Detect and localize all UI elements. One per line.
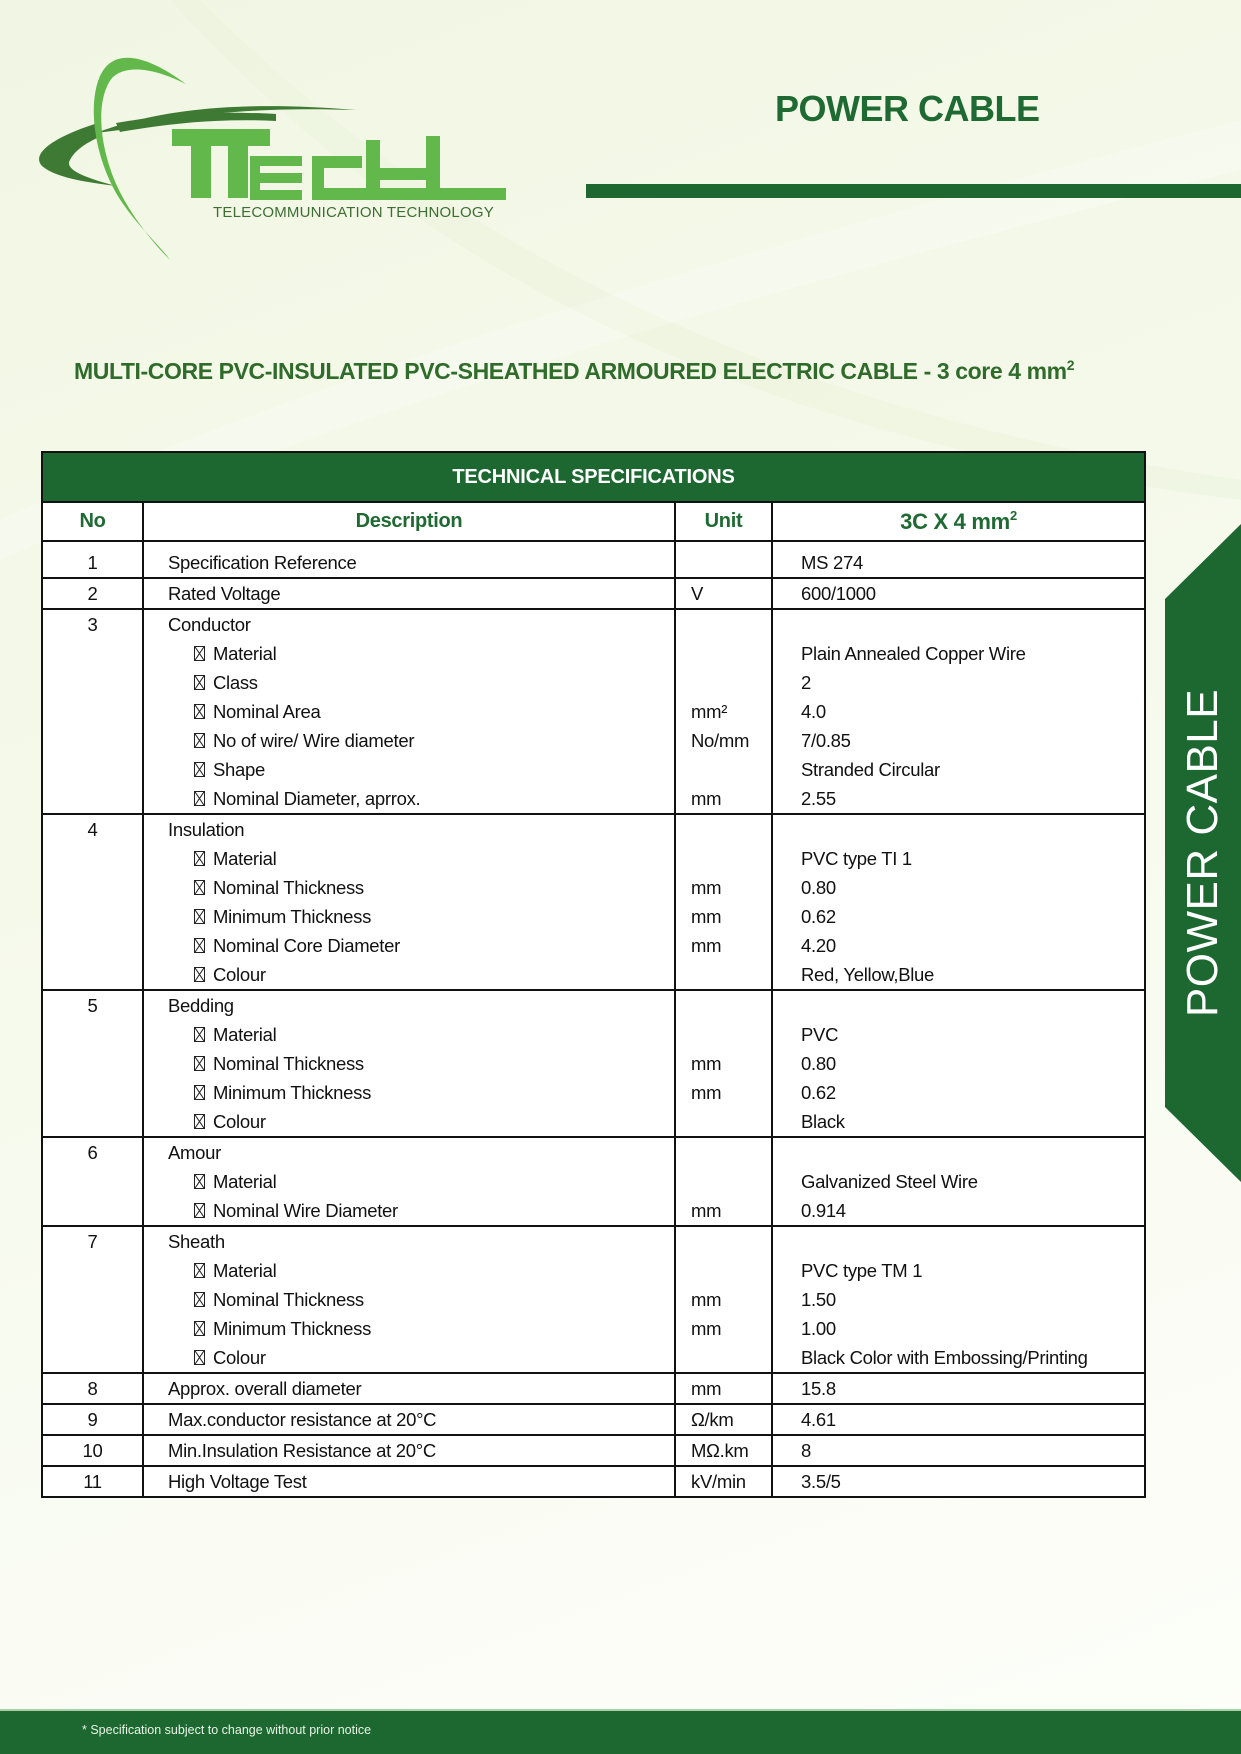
tech-logo (36, 48, 506, 263)
sub-item-unit-text: mm (691, 877, 722, 898)
cell-no (42, 1137, 143, 1226)
sub-item-unit-text: mm (691, 1318, 722, 1339)
sub-item-unit (676, 697, 771, 726)
row-number (43, 1374, 142, 1403)
sub-item (144, 639, 674, 668)
row-description-text: Amour (168, 1142, 221, 1163)
sub-item-label: Nominal Thickness (213, 1053, 364, 1074)
sub-item-unit (676, 1196, 771, 1225)
sub-item-value (773, 960, 1144, 989)
row-number-text: 9 (87, 1409, 98, 1430)
row-number (43, 1467, 142, 1496)
cell-no (42, 541, 143, 578)
row-number (43, 1436, 142, 1465)
sub-item (144, 668, 674, 697)
checkbox-bullet-icon (194, 704, 205, 719)
checkbox-bullet-icon (194, 1027, 205, 1042)
sub-item-unit (676, 1049, 771, 1078)
sub-item-value-text: 1.00 (801, 1318, 836, 1339)
table-row (42, 990, 1145, 1137)
row-unit (676, 1405, 771, 1434)
unit-blank (676, 991, 771, 1020)
checkbox-bullet-icon (194, 646, 205, 661)
row-description-text: Conductor (168, 614, 251, 635)
sub-item-value (773, 1078, 1144, 1107)
sub-item-value-text: 4.0 (801, 701, 826, 722)
table-row (42, 1435, 1145, 1466)
cell-no (42, 1466, 143, 1497)
sub-item-unit (676, 1107, 771, 1136)
cell-description (143, 990, 675, 1137)
table-row (42, 814, 1145, 990)
value-blank (773, 815, 1144, 844)
sub-item-value-text: Black Color with Embossing/Printing (801, 1347, 1088, 1368)
sub-item-value (773, 1107, 1144, 1136)
row-value-text: 8 (801, 1440, 811, 1461)
subtitle-superscript: 2 (1066, 357, 1075, 373)
sub-item-value (773, 697, 1144, 726)
sub-item (144, 873, 674, 902)
row-number (43, 1405, 142, 1434)
page-title: POWER CABLE (775, 88, 1040, 129)
row-description (144, 1138, 674, 1167)
sub-item-unit (676, 1285, 771, 1314)
row-description-text: Insulation (168, 819, 245, 840)
sub-item-value-text: 7/0.85 (801, 730, 851, 751)
sub-item-unit (676, 726, 771, 755)
footer-disclaimer: * Specification subject to change without prior notice (82, 1723, 372, 1737)
row-unit (676, 1467, 771, 1496)
sub-item (144, 960, 674, 989)
table-row (42, 578, 1145, 609)
row-description (144, 1467, 674, 1496)
sub-item (144, 1343, 674, 1372)
sub-item-value (773, 1167, 1144, 1196)
checkbox-bullet-icon (194, 762, 205, 777)
sub-item-value-text: Stranded Circular (801, 759, 940, 780)
row-number (43, 815, 142, 844)
cell-description (143, 1373, 675, 1404)
row-description-text: Max.conductor resistance at 20°C (168, 1409, 437, 1430)
sub-item-unit-text: mm (691, 1082, 722, 1103)
sub-item-unit-text: mm (691, 1200, 722, 1221)
row-number (43, 991, 142, 1020)
checkbox-bullet-icon (194, 1350, 205, 1365)
checkbox-bullet-icon (194, 851, 205, 866)
sub-item-value-text: Galvanized Steel Wire (801, 1171, 978, 1192)
sub-item (144, 1020, 674, 1049)
cell-value (772, 1435, 1145, 1466)
unit-blank (676, 815, 771, 844)
sub-item-value (773, 755, 1144, 784)
row-unit-text: Ω/km (691, 1409, 734, 1430)
technical-specifications-table (41, 451, 1146, 1498)
cell-no (42, 1226, 143, 1373)
cell-no (42, 578, 143, 609)
table-row (42, 609, 1145, 814)
table-body (42, 541, 1145, 1497)
sub-item-unit (676, 902, 771, 931)
sub-item (144, 784, 674, 813)
row-description-text: Sheath (168, 1231, 225, 1252)
row-value (773, 1374, 1144, 1403)
cell-unit (675, 1226, 772, 1373)
row-unit-text: mm (691, 1378, 722, 1399)
sub-item-label: Material (213, 1260, 277, 1281)
sub-item-value (773, 1020, 1144, 1049)
sub-item-value-text: 2 (801, 672, 811, 693)
checkbox-bullet-icon (194, 909, 205, 924)
sub-item-label: Nominal Thickness (213, 877, 364, 898)
checkbox-bullet-icon (194, 880, 205, 895)
sub-item-value-text: 1.50 (801, 1289, 836, 1310)
cell-no (42, 990, 143, 1137)
row-number (43, 579, 142, 608)
sub-item-value-text: Plain Annealed Copper Wire (801, 643, 1026, 664)
sub-item-value (773, 1343, 1144, 1372)
row-number-text: 6 (87, 1142, 98, 1163)
sub-item (144, 1167, 674, 1196)
table-row (42, 1226, 1145, 1373)
sub-item-unit (676, 668, 771, 697)
table-row (42, 1466, 1145, 1497)
cell-no (42, 1373, 143, 1404)
sub-item-unit (676, 1020, 771, 1049)
checkbox-bullet-icon (194, 1321, 205, 1336)
sub-item-value (773, 726, 1144, 755)
row-number-text: 5 (87, 995, 98, 1016)
sub-item-value-text: 4.20 (801, 935, 836, 956)
row-number-text: 3 (87, 614, 98, 635)
unit-blank (676, 610, 771, 639)
sub-item-value-text: 0.62 (801, 1082, 836, 1103)
sub-item-label: Nominal Area (213, 701, 321, 722)
cell-unit (675, 1435, 772, 1466)
sub-item (144, 902, 674, 931)
sub-item-unit (676, 1167, 771, 1196)
row-unit-text: kV/min (691, 1471, 746, 1492)
row-number-text: 1 (87, 552, 98, 573)
sub-item-label: Nominal Core Diameter (213, 935, 400, 956)
sub-item-value (773, 931, 1144, 960)
cell-value (772, 1137, 1145, 1226)
unit-blank (676, 1227, 771, 1256)
cell-unit (675, 609, 772, 814)
row-description-text: High Voltage Test (168, 1471, 307, 1492)
cell-value (772, 814, 1145, 990)
sub-item-value-text: 0.80 (801, 1053, 836, 1074)
sub-item (144, 1078, 674, 1107)
cell-value (772, 541, 1145, 578)
sub-item-value (773, 784, 1144, 813)
row-value (773, 1436, 1144, 1465)
sub-item (144, 931, 674, 960)
cell-value (772, 1226, 1145, 1373)
sub-item-unit (676, 1314, 771, 1343)
sub-item-label: Colour (213, 964, 266, 985)
checkbox-bullet-icon (194, 1114, 205, 1129)
logo-tagline: TELECOMMUNICATION TECHNOLOGY (213, 204, 494, 221)
sub-item-unit (676, 1078, 771, 1107)
row-number-text: 8 (87, 1378, 98, 1399)
sub-item-label: Material (213, 1171, 277, 1192)
sub-item-value (773, 639, 1144, 668)
table-row (42, 541, 1145, 578)
title-underline-bar (586, 184, 1241, 198)
cell-value (772, 990, 1145, 1137)
row-description-text: Specification Reference (168, 552, 357, 573)
checkbox-bullet-icon (194, 1263, 205, 1278)
sub-item-value-text: 0.914 (801, 1200, 846, 1221)
sub-item-label: Minimum Thickness (213, 906, 372, 927)
sub-item-label: Nominal Thickness (213, 1289, 364, 1310)
table-row (42, 1373, 1145, 1404)
sub-item-value (773, 873, 1144, 902)
cell-description (143, 609, 675, 814)
sub-item-label: No of wire/ Wire diameter (213, 730, 415, 751)
side-tab-label: POWER CABLE (1178, 688, 1227, 1018)
cell-unit (675, 578, 772, 609)
sub-item-unit-text: mm (691, 1289, 722, 1310)
product-subtitle (74, 357, 1074, 385)
row-unit (676, 1436, 771, 1465)
cell-description (143, 1137, 675, 1226)
row-unit-text: V (691, 583, 704, 604)
cell-unit (675, 541, 772, 578)
value-blank (773, 991, 1144, 1020)
sub-item-unit-text: mm (691, 935, 722, 956)
row-number (43, 610, 142, 639)
sub-item-label: Material (213, 643, 277, 664)
sub-item-unit (676, 755, 771, 784)
sub-item-label: Colour (213, 1111, 266, 1132)
row-value-text: MS 274 (801, 552, 863, 573)
cell-unit (675, 990, 772, 1137)
sub-item-value (773, 1285, 1144, 1314)
sub-item-label: Shape (213, 759, 265, 780)
row-value-text: 4.61 (801, 1409, 836, 1430)
checkbox-bullet-icon (194, 1292, 205, 1307)
row-value (773, 579, 1144, 608)
cell-description (143, 1226, 675, 1373)
cell-unit (675, 1137, 772, 1226)
table-row (42, 1404, 1145, 1435)
value-blank (773, 1227, 1144, 1256)
sub-item-value (773, 1196, 1144, 1225)
row-description-text: Rated Voltage (168, 583, 281, 604)
checkbox-bullet-icon (194, 675, 205, 690)
row-number-text: 7 (87, 1231, 98, 1252)
sub-item-value-text: 2.55 (801, 788, 836, 809)
row-description (144, 1436, 674, 1465)
table-row (42, 1137, 1145, 1226)
row-unit (676, 579, 771, 608)
cell-unit (675, 1466, 772, 1497)
checkbox-bullet-icon (194, 1085, 205, 1100)
sub-item-value-text: 0.80 (801, 877, 836, 898)
column-header-description: Description (143, 502, 675, 541)
row-value-text: 600/1000 (801, 583, 876, 604)
sub-item (144, 726, 674, 755)
cell-description (143, 578, 675, 609)
sub-item-unit-text: mm (691, 906, 722, 927)
column-header-unit: Unit (675, 502, 772, 541)
row-number-text: 4 (87, 819, 98, 840)
row-value-text: 3.5/5 (801, 1471, 841, 1492)
sub-item-unit-text: mm (691, 788, 722, 809)
value-blank (773, 610, 1144, 639)
sub-item (144, 1107, 674, 1136)
sub-item-unit-text: mm² (691, 701, 728, 722)
column-header-no: No (42, 502, 143, 541)
cell-description (143, 814, 675, 990)
sub-item-value (773, 1049, 1144, 1078)
column-header-value (772, 502, 1145, 541)
cell-no (42, 814, 143, 990)
sub-item-unit (676, 784, 771, 813)
sub-item-label: Material (213, 848, 277, 869)
row-description (144, 1227, 674, 1256)
row-description (144, 1374, 674, 1403)
sub-item-unit (676, 1256, 771, 1285)
sub-item-value-text: Black (801, 1111, 845, 1132)
sub-item (144, 1314, 674, 1343)
row-value-text: 15.8 (801, 1378, 836, 1399)
checkbox-bullet-icon (194, 791, 205, 806)
row-unit (676, 548, 771, 577)
subtitle-text: MULTI-CORE PVC-INSULATED PVC-SHEATHED ARMOURED ELECTRIC CABLE - 3 core 4 mm (74, 358, 1067, 384)
sub-item-unit (676, 639, 771, 668)
row-description-text: Approx. overall diameter (168, 1378, 362, 1399)
sub-item (144, 1256, 674, 1285)
sub-item-label: Nominal Diameter, aprrox. (213, 788, 421, 809)
sub-item (144, 1285, 674, 1314)
sub-item-value (773, 1314, 1144, 1343)
row-unit-text: MΩ.km (691, 1440, 749, 1461)
sub-item-value (773, 902, 1144, 931)
sub-item (144, 1049, 674, 1078)
cell-no (42, 609, 143, 814)
row-number (43, 548, 142, 577)
column-header-value-text: 3C X 4 mm (900, 509, 1010, 534)
row-number-text: 10 (82, 1440, 103, 1461)
sub-item-value-text: PVC type TI 1 (801, 848, 912, 869)
table-banner: TECHNICAL SPECIFICATIONS (42, 452, 1145, 502)
sub-item-value-text: PVC (801, 1024, 839, 1045)
cell-value (772, 1404, 1145, 1435)
checkbox-bullet-icon (194, 1203, 205, 1218)
row-description (144, 815, 674, 844)
footer-bar (0, 1709, 1241, 1754)
sub-item-value (773, 668, 1144, 697)
logo-graphic (36, 48, 506, 263)
cell-unit (675, 1404, 772, 1435)
row-description (144, 610, 674, 639)
cell-description (143, 1435, 675, 1466)
sub-item-label: Colour (213, 1347, 266, 1368)
checkbox-bullet-icon (194, 733, 205, 748)
cell-no (42, 1404, 143, 1435)
cell-description (143, 1466, 675, 1497)
sub-item (144, 755, 674, 784)
value-blank (773, 1138, 1144, 1167)
sub-item-unit-text: mm (691, 1053, 722, 1074)
cell-description (143, 1404, 675, 1435)
row-description (144, 991, 674, 1020)
checkbox-bullet-icon (194, 1056, 205, 1071)
row-number (43, 1227, 142, 1256)
checkbox-bullet-icon (194, 967, 205, 982)
checkbox-bullet-icon (194, 1174, 205, 1189)
sub-item-label: Minimum Thickness (213, 1318, 372, 1339)
cell-description (143, 541, 675, 578)
sub-item (144, 844, 674, 873)
checkbox-bullet-icon (194, 938, 205, 953)
row-unit (676, 1374, 771, 1403)
unit-blank (676, 1138, 771, 1167)
sub-item-value (773, 1256, 1144, 1285)
sub-item-unit (676, 960, 771, 989)
sub-item (144, 697, 674, 726)
sub-item-label: Nominal Wire Diameter (213, 1200, 398, 1221)
sub-item-unit (676, 931, 771, 960)
row-value (773, 548, 1144, 577)
sub-item-label: Class (213, 672, 258, 693)
row-description (144, 579, 674, 608)
row-description-text: Bedding (168, 995, 234, 1016)
cell-value (772, 1466, 1145, 1497)
sub-item-value (773, 844, 1144, 873)
sub-item-unit (676, 873, 771, 902)
sub-item-unit (676, 1343, 771, 1372)
row-description (144, 548, 674, 577)
row-number (43, 1138, 142, 1167)
sub-item-label: Minimum Thickness (213, 1082, 372, 1103)
row-description (144, 1405, 674, 1434)
cell-unit (675, 1373, 772, 1404)
row-number-text: 11 (83, 1471, 102, 1492)
row-description-text: Min.Insulation Resistance at 20°C (168, 1440, 436, 1461)
sub-item-unit (676, 844, 771, 873)
cell-value (772, 609, 1145, 814)
sub-item (144, 1196, 674, 1225)
cell-no (42, 1435, 143, 1466)
cell-value (772, 1373, 1145, 1404)
sub-item-unit-text: No/mm (691, 730, 750, 751)
column-header-value-superscript: 2 (1009, 508, 1017, 523)
sub-item-value-text: Red, Yellow,Blue (801, 964, 935, 985)
sub-item-label: Material (213, 1024, 277, 1045)
row-value (773, 1467, 1144, 1496)
row-value (773, 1405, 1144, 1434)
cell-unit (675, 814, 772, 990)
sub-item-value-text: 0.62 (801, 906, 836, 927)
cell-value (772, 578, 1145, 609)
row-number-text: 2 (87, 583, 98, 604)
sub-item-value-text: PVC type TM 1 (801, 1260, 923, 1281)
